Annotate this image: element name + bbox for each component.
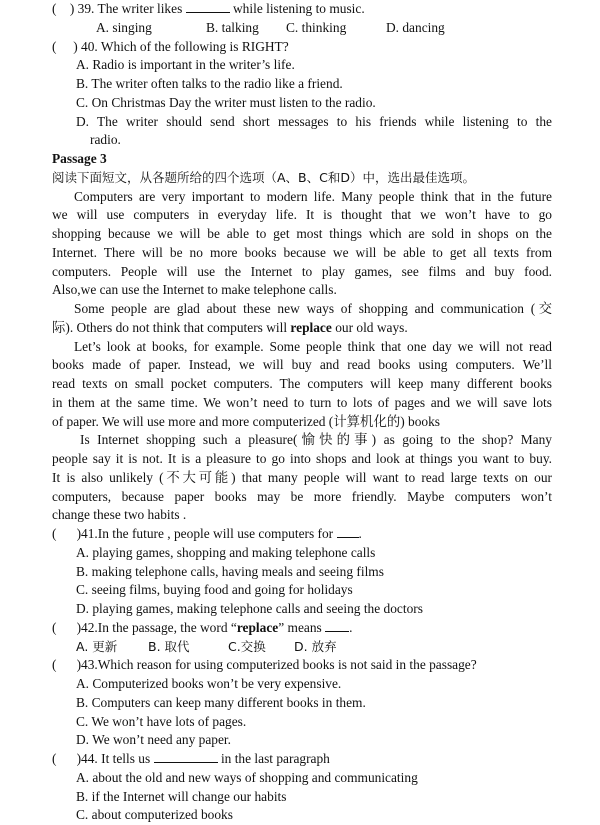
q42-stem: )42.In the passage, the word “: [76, 619, 237, 635]
answer-paren: (: [52, 619, 57, 635]
option-c: C. thinking: [286, 19, 347, 35]
option-a: A. 更新: [76, 638, 118, 654]
p2-text: 际). Others do not think that computers will: [52, 319, 288, 335]
p3-line: of paper. We will use more and more computerized (计算机化的) books: [52, 413, 441, 429]
answer-blank: [154, 750, 218, 763]
p1-line: we will use computers in everyday life. It is thought that we won’t have to go: [52, 207, 552, 223]
answer-paren: (: [52, 38, 57, 54]
question-42: ( )42.In the passage, the word “replace” means .: [52, 619, 353, 635]
q41-stem: )41.In the future , people will use computers for: [76, 526, 334, 541]
p4-line: people say it is not. It is a pleasure to go into shops and look at things you want to buy.: [52, 451, 552, 466]
q44-option-c: C. about computerized books: [76, 807, 233, 823]
question-40: [52, 38, 552, 57]
option-d: D. 放弃: [294, 638, 337, 654]
option-a: A. singing: [96, 19, 152, 35]
q41-option-c: C. seeing films, buying food and going for holidays: [76, 582, 353, 598]
keyword-replace: replace: [236, 619, 279, 635]
q40-option-d-cont: radio.: [90, 132, 121, 148]
p1-line: Internet. There will be no more books because we will be able to get all texts from: [52, 244, 552, 260]
q42-options: [52, 638, 552, 657]
q43-option-d: D. We won’t need any paper.: [76, 732, 231, 748]
p3-line: Let’s look at books, for example. Some people think that one day we will not read: [74, 338, 552, 354]
q40-option-c: C. On Christmas Day the writer must listen to the radio.: [76, 94, 376, 110]
q40-option-a: A. Radio is important in the writer’s life.: [76, 57, 295, 73]
q43-option-b: B. Computers can keep many different books in them.: [76, 694, 366, 710]
q39-stem-end: while listening to music.: [233, 1, 365, 16]
answer-blank: [186, 0, 230, 13]
option-d: D. dancing: [386, 19, 445, 35]
q39-stem: ) 39. The writer likes: [69, 1, 183, 16]
q40-option-b: B. The writer often talks to the radio like a friend.: [76, 76, 343, 91]
answer-blank: [325, 619, 349, 632]
q42-stem-end: ” means: [278, 619, 322, 635]
passage-heading: Passage 3: [52, 151, 107, 166]
question-41: ( )41.In the future , people will use computers for .: [52, 526, 362, 541]
q41-option-d: D. playing games, making telephone calls and seeing the doctors: [76, 601, 423, 616]
question-44: [52, 750, 552, 769]
answer-paren: (: [52, 751, 57, 766]
q44-option-b: B. if the Internet will change our habits: [76, 788, 287, 804]
p1-line: Computers are very important to modern life. Many people think that in the future: [74, 188, 552, 204]
q40-option-d: D. The writer should send short messages to his friends while listening to the: [76, 113, 552, 129]
p4-line: computers, because paper books may be more friendly. Maybe computers won’t: [52, 488, 552, 504]
keyword-replace: replace: [290, 319, 332, 335]
p3-line: read texts on small pocket computers. The computers will keep many different books: [52, 376, 552, 391]
passage-instruction: 阅读下面短文，从各题所给的四个选项（A、B、C和D）中，选出最佳选项。: [52, 169, 475, 185]
q41-option-b: B. making telephone calls, having meals and seeing films: [76, 563, 384, 579]
q44-option-a: A. about the old and new ways of shopping and communicating: [76, 769, 418, 785]
answer-paren: (: [52, 1, 57, 16]
option-b: B. talking: [206, 19, 259, 35]
q41-option-a: A. playing games, shopping and making telephone calls: [76, 544, 376, 560]
q39-options: [52, 19, 552, 38]
answer-paren: (: [52, 657, 57, 673]
option-b: B. 取代: [148, 638, 190, 654]
p4-line: Is Internet shopping such a pleasure(愉快的事) as going to the shop? Many: [80, 432, 552, 448]
p2-line: [52, 319, 552, 338]
q43-stem: )43.Which reason for using computerized books is not said in the passage?: [76, 657, 477, 673]
p3-line: in them at the same time. We won’t need to turn to lots of pages and we will save lots: [52, 394, 552, 410]
p1-line: Also,we can use the Internet to make telephone calls.: [52, 282, 337, 298]
question-43: [52, 656, 552, 675]
question-39: [52, 0, 552, 19]
p4-line: change these two habits .: [52, 507, 187, 523]
q43-option-a: A. Computerized books won’t be very expensive.: [76, 676, 342, 691]
p1-line: computers. People will use the Internet to play games, see films and buy food.: [52, 263, 552, 279]
q43-option-c: C. We won’t have lots of pages.: [76, 713, 247, 729]
q44-stem-end: in the last paragraph: [220, 751, 330, 766]
p1-line: shopping because we will be able to get most things which are sold in shops on the: [52, 226, 552, 241]
p2-line: Some people are glad about these new ways of shopping and communication (交: [74, 301, 552, 316]
answer-blank: [337, 525, 359, 538]
q40-stem: ) 40. Which of the following is RIGHT?: [73, 38, 289, 54]
p3-line: books made of paper. Instead, we will buy and read books using computers. We’ll: [52, 357, 552, 373]
p4-line: It is also unlikely (不大可能) that many people will want to read large texts on our: [52, 469, 552, 485]
option-c: C.交换: [228, 638, 266, 654]
p2-text-end: our old ways.: [335, 319, 408, 335]
q44-stem: )44. It tells us: [76, 751, 151, 766]
answer-paren: (: [52, 526, 57, 541]
